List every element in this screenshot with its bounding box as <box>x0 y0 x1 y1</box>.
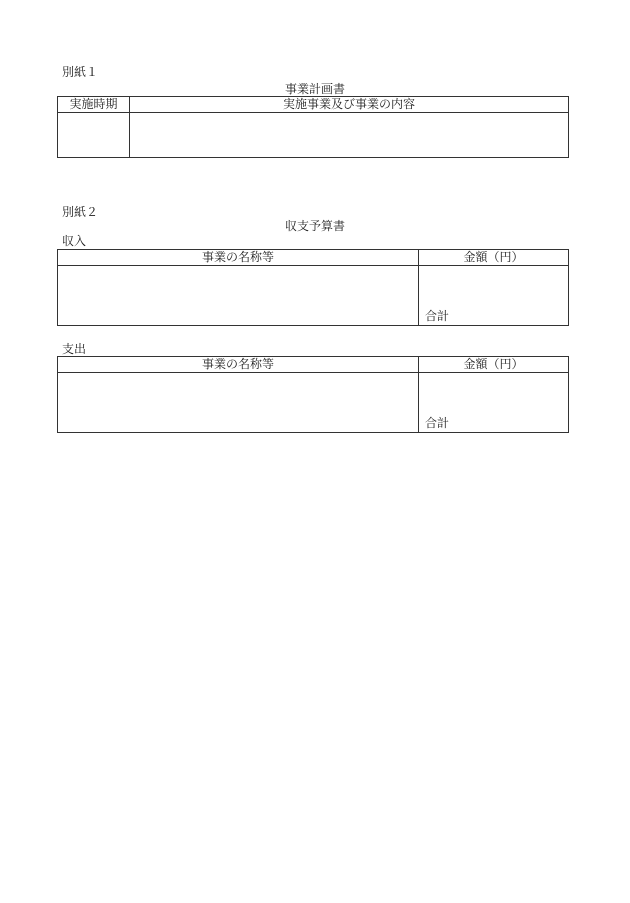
expense-name-cell[interactable] <box>58 373 419 433</box>
expense-header-amount: 金額（円） <box>419 357 569 373</box>
business-plan-title: 事業計画書 <box>284 82 345 96</box>
income-amount-cell[interactable] <box>419 266 569 326</box>
expense-amount-cell[interactable] <box>419 373 569 433</box>
cell-implementation-period[interactable] <box>58 113 130 158</box>
cell-business-content[interactable] <box>130 113 569 158</box>
header-implementation-period: 実施時期 <box>58 97 130 113</box>
expense-table <box>57 356 569 433</box>
income-header-amount: 金額（円） <box>419 250 569 266</box>
expense-total-label: 合計 <box>425 416 450 430</box>
business-plan-table <box>57 96 569 158</box>
income-total-label: 合計 <box>425 309 450 323</box>
income-header-name: 事業の名称等 <box>58 250 419 266</box>
income-name-cell[interactable] <box>58 266 419 326</box>
expense-header-name: 事業の名称等 <box>58 357 419 373</box>
attachment2-label: 別紙２ <box>62 205 99 219</box>
income-label: 収入 <box>62 234 87 248</box>
expense-label: 支出 <box>62 342 87 356</box>
budget-title: 収支予算書 <box>284 219 345 233</box>
header-business-content: 実施事業及び事業の内容 <box>130 97 569 113</box>
income-table <box>57 249 569 326</box>
attachment1-label: 別紙１ <box>62 65 99 79</box>
